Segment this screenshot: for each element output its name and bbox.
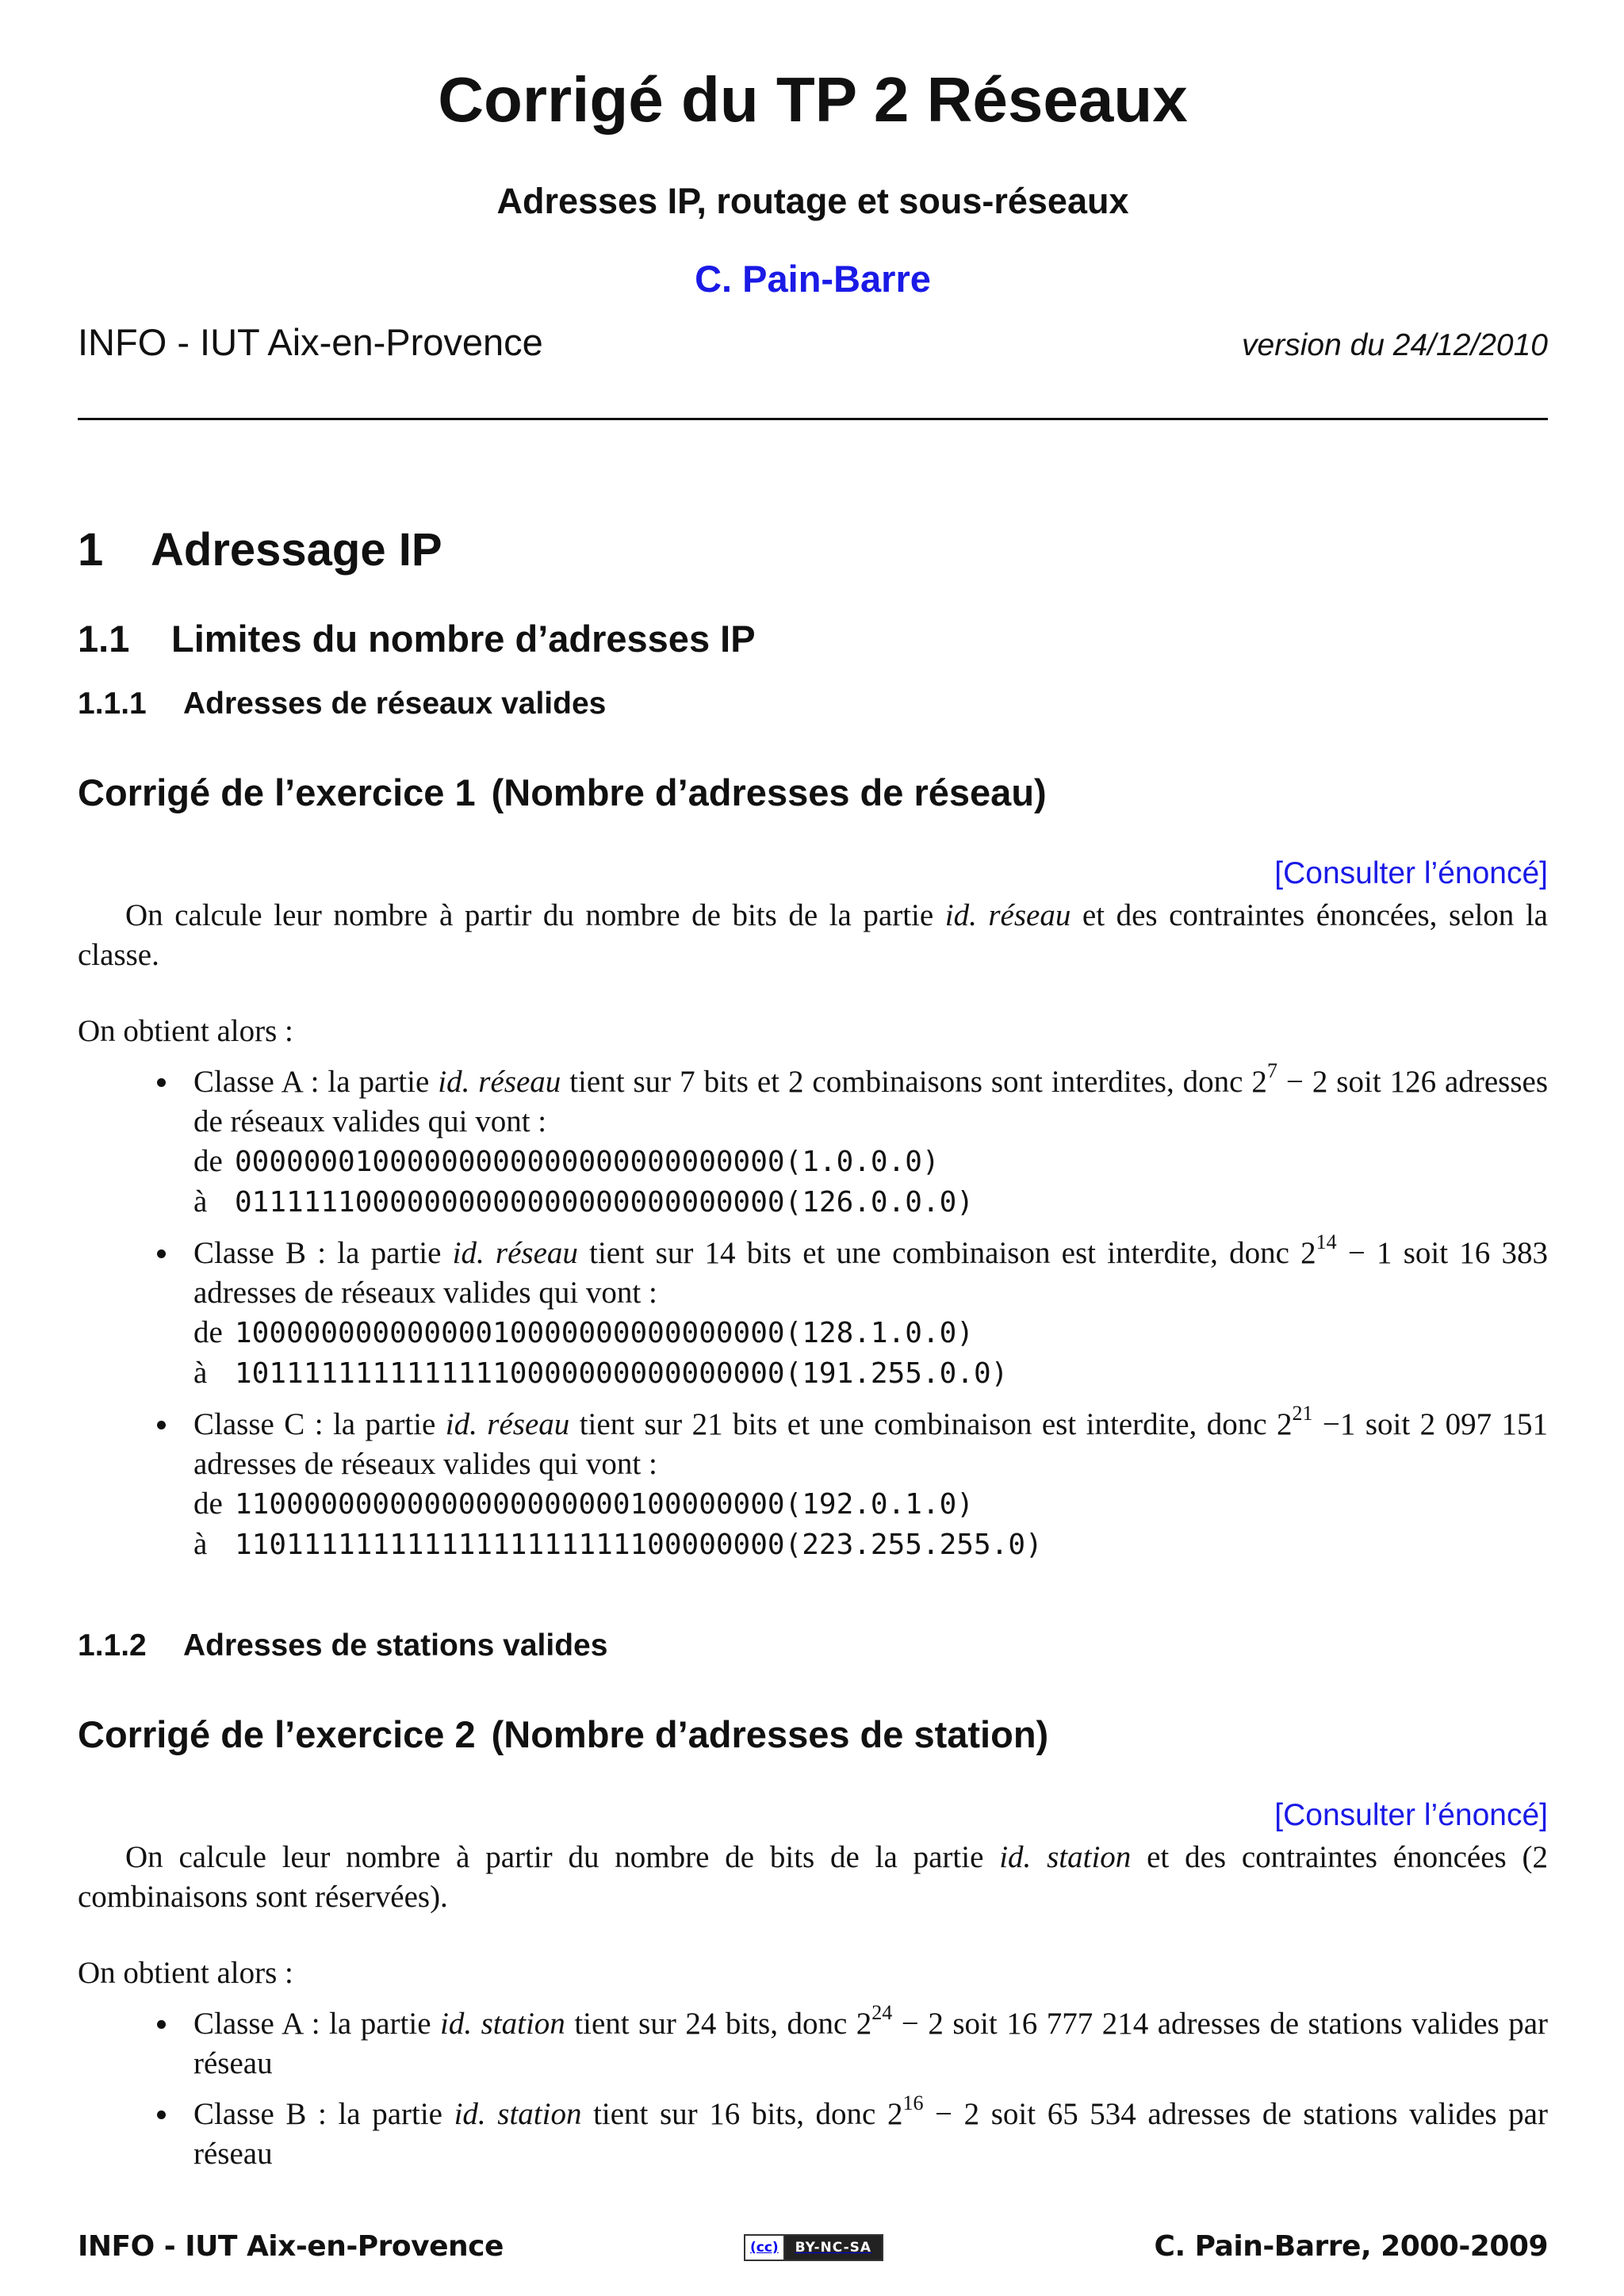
bits-value: 11000000000000000000000100000000 [235, 1488, 785, 1521]
exercise-1-heading [78, 771, 1047, 814]
ip-value: (192.0.1.0) [784, 1488, 974, 1521]
exercise-2-subject: (Nombre d’adresses de station) [491, 1713, 1049, 1755]
list-item-class-c: Classe C : la partie id. réseau tient sur 21 bits et une combinaison est interdite, donc $2^{21} -1$ soit 2 097 151 adresses de réseaux valides qui vont : de 11000000000000000000000100000000(192.0.1.0) à 11011111111111111111111100000000(223.255.255.0) [78, 1405, 1548, 1565]
bits-value: 10111111111111110000000000000000 [235, 1357, 785, 1390]
bits-value: 01111110000000000000000000000000 [235, 1186, 785, 1219]
intro-text-end: et des contraintes énoncées (2 combinaisons sont réservées). [78, 1840, 1548, 1914]
list-item-class-b: Classe B : la partie id. station tient sur 16 bits, donc $2^{16} - 2$ soit 65 534 adresses de stations valides par réseau [78, 2095, 1548, 2174]
intro-term: id. station [999, 1840, 1132, 1874]
range-start: de 00000001000000000000000000000000(1.0.0.0) [193, 1144, 940, 1178]
exercise-1-intro [78, 896, 1548, 975]
subsection-heading [78, 617, 756, 660]
version-label: version du 24/12/2010 [1242, 328, 1548, 362]
ip-value: (126.0.0.0) [784, 1186, 974, 1219]
cc-license-badge[interactable] [744, 2234, 883, 2261]
exercise-1-list [78, 1059, 1549, 1576]
intro-term: id. réseau [944, 898, 1071, 932]
ip-value: (191.255.0.0) [784, 1357, 1009, 1390]
subsubsection-title: Adresses de réseaux valides [183, 687, 607, 721]
exercise-1-statement-link[interactable]: [Consulter l’énoncé] [1274, 856, 1548, 890]
ip-value: (1.0.0.0) [784, 1146, 940, 1178]
exercise-2-intro [78, 1838, 1548, 1917]
document-page [78, 0, 1548, 2296]
section-number: 1 [78, 524, 104, 576]
author-link[interactable]: C. Pain-Barre [695, 258, 931, 300]
bits-value: 00000001000000000000000000000000 [235, 1146, 785, 1178]
section-heading [78, 523, 442, 576]
intro-text: On calcule leur nombre à partir du nombre de bits de la partie [125, 898, 945, 932]
range-end: à 10111111111111110000000000000000(191.255.0.0) [193, 1356, 1009, 1390]
footer-institution: INFO - IUT Aix-en-Provence [78, 2230, 504, 2263]
exercise-2-list [78, 2001, 1548, 2185]
header-rule [78, 418, 1548, 420]
cc-icon: (cc) [745, 2236, 785, 2260]
exercise-2-result-intro: On obtient alors : [78, 1956, 293, 1990]
exercise-2-heading [78, 1712, 1048, 1756]
exercise-1-subject: (Nombre d’adresses de réseau) [491, 771, 1047, 813]
exercise-2-statement-link[interactable]: [Consulter l’énoncé] [1274, 1798, 1548, 1832]
ip-value: (128.1.0.0) [784, 1317, 974, 1349]
ip-value: (223.255.255.0) [784, 1529, 1043, 1561]
bits-value: 10000000000000010000000000000000 [235, 1317, 785, 1349]
range-start: de 10000000000000010000000000000000(128.1.0.0) [193, 1315, 974, 1349]
subsubsection-number: 1.1.2 [78, 1628, 147, 1663]
intro-text: On calcule leur nombre à partir du nombre de bits de la partie [125, 1840, 1000, 1874]
list-item-class-a: Classe A : la partie id. réseau tient sur 7 bits et 2 combinaisons sont interdites, donc $2^7 - 2$ soit 126 adresses de réseaux valides qui vont : de 00000001000000000000000000000000(1.0.0.0) à 01111110000000000000000000000000(126.0.0.0) [78, 1062, 1548, 1223]
exercise-1-label: Corrigé de l’exercice 1 [78, 771, 476, 813]
list-item-class-a: Classe A : la partie id. station tient sur 24 bits, donc $2^{24} - 2$ soit 16 777 214 adresses de stations valides par réseau [78, 2004, 1548, 2084]
bits-value: 11011111111111111111111100000000 [235, 1529, 785, 1561]
subsubsection-heading-stations [78, 1628, 607, 1663]
subsubsection-heading-networks [78, 687, 606, 721]
list-item-class-b: Classe B : la partie id. réseau tient sur 14 bits et une combinaison est interdite, donc $2^{14} - 1$ soit 16 383 adresses de réseaux valides qui vont : de 10000000000000010000000000000000(128.1.0.0) à 10111111111111110000000000000000(191.255.0.0) [78, 1234, 1548, 1394]
range-end: à 11011111111111111111111100000000(223.255.255.0) [193, 1527, 1043, 1561]
subsection-number: 1.1 [78, 618, 130, 660]
footer-copyright: C. Pain-Barre, 2000-2009 [1154, 2230, 1548, 2263]
exercise-2-label: Corrigé de l’exercice 2 [78, 1713, 476, 1755]
exercise-1-result-intro: On obtient alors : [78, 1014, 293, 1048]
subsection-title: Limites du nombre d’adresses IP [171, 618, 756, 660]
range-end: à 01111110000000000000000000000000(126.0.0.0) [193, 1184, 974, 1219]
subsubsection-number: 1.1.1 [78, 687, 147, 721]
range-start: de 11000000000000000000000100000000(192.0.1.0) [193, 1487, 974, 1521]
subsubsection-title: Adresses de stations valides [183, 1628, 608, 1663]
document-title: Corrigé du TP 2 Réseaux [438, 64, 1188, 135]
institution-label: INFO - IUT Aix-en-Provence [78, 321, 543, 363]
intro-text-end: et des contraintes énoncées, selon la classe. [78, 898, 1548, 972]
document-subtitle: Adresses IP, routage et sous-réseaux [496, 181, 1129, 221]
license-label: BY-NC-SA [785, 2236, 882, 2260]
section-title: Adressage IP [151, 524, 442, 576]
